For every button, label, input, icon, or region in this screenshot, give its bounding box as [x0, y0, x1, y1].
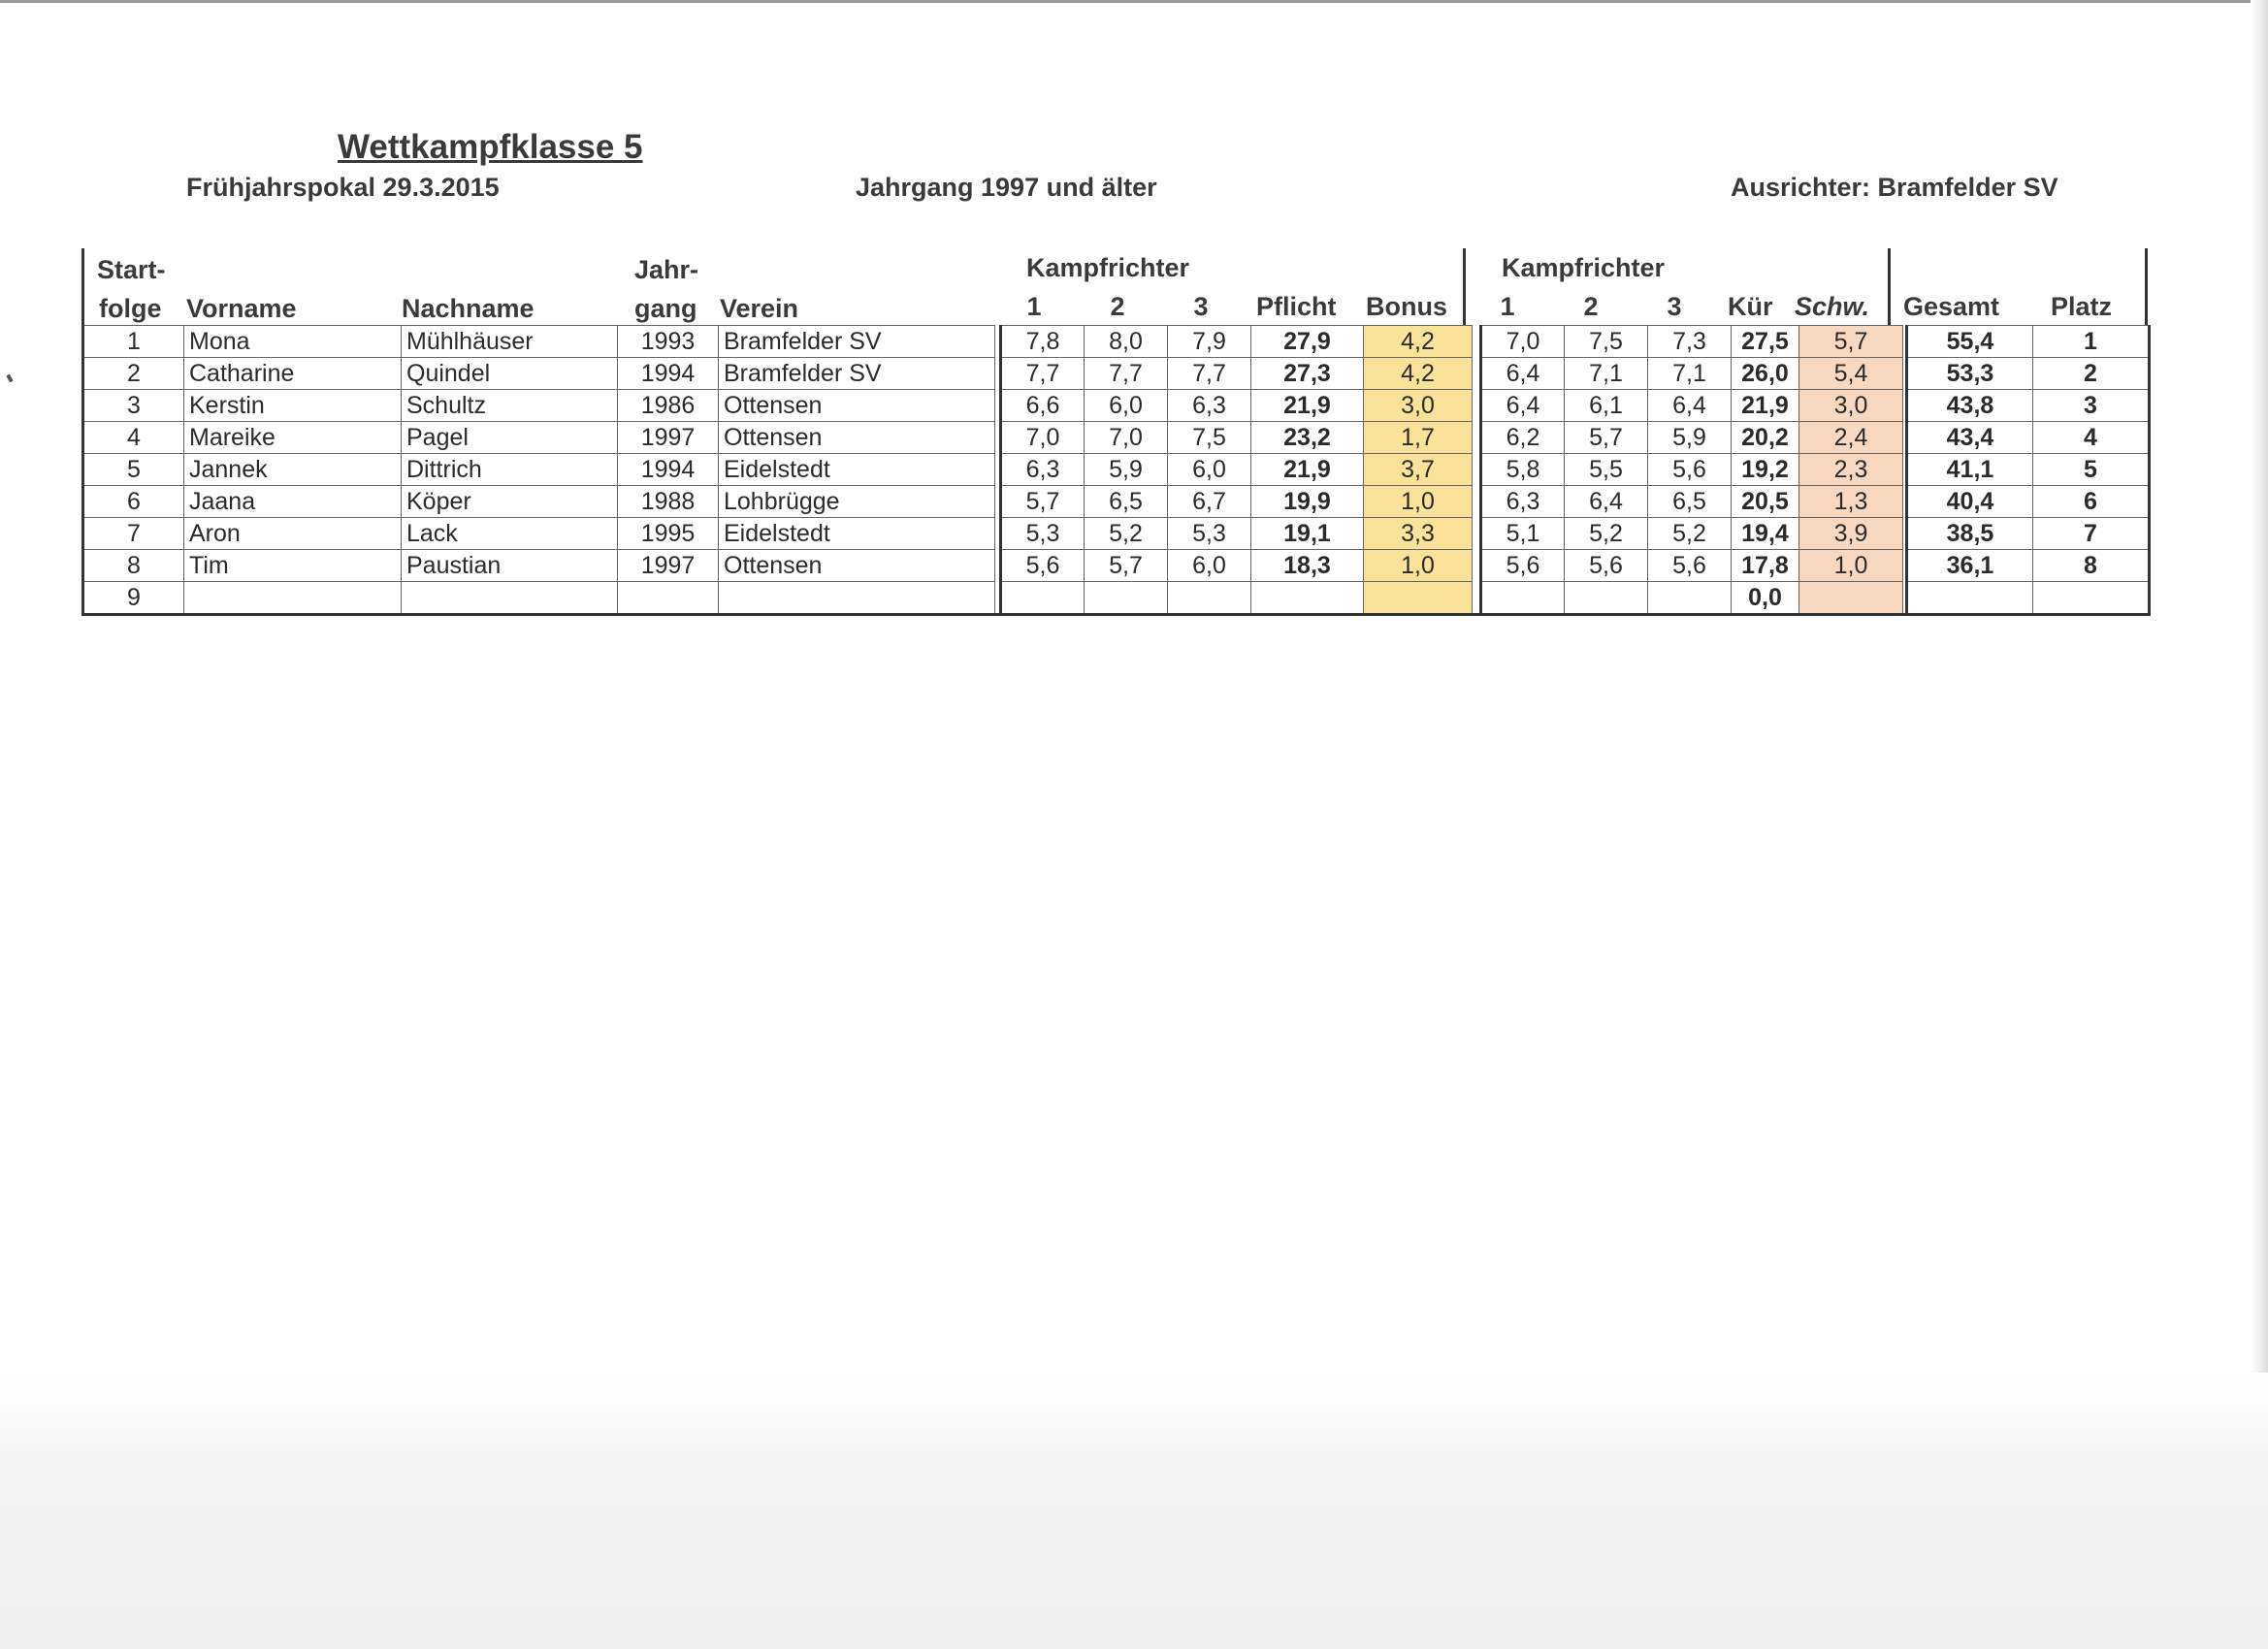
cell-kuer-judge-3: 5,9 [1648, 422, 1732, 454]
header-divider-2 [1888, 248, 1891, 326]
cell-gap [1473, 454, 1481, 486]
cell-kuer-judge-3: 5,6 [1648, 454, 1732, 486]
cell-nachname: Mühlhäuser [402, 326, 618, 358]
cell-kuer: 27,5 [1732, 326, 1799, 358]
cell-bonus [1364, 582, 1473, 615]
cell-verein: Ottensen [719, 550, 995, 582]
cell-kuer-judge-2 [1565, 582, 1648, 615]
header-gesamt: Gesamt [1903, 292, 2000, 321]
header-judge-1: 1 [1026, 292, 1042, 321]
cell-bonus: 4,2 [1364, 326, 1473, 358]
cell-gesamt: 41,1 [1907, 454, 2033, 486]
cell-schwierigkeit: 2,3 [1799, 454, 1903, 486]
cell-pflicht [1251, 582, 1364, 615]
header-kampfrichter-kuer: Kampfrichter [1502, 253, 1666, 282]
cell-schwierigkeit: 3,0 [1799, 390, 1903, 422]
cell-kuer-judge-1: 5,8 [1481, 454, 1565, 486]
cell-kuer-judge-2: 5,5 [1565, 454, 1648, 486]
cell-kuer: 0,0 [1732, 582, 1799, 615]
cell-jahrgang: 1994 [618, 454, 719, 486]
cell-gap [1473, 326, 1481, 358]
cell-kuer-judge-3: 6,5 [1648, 486, 1732, 518]
cell-kuer-judge-3 [1648, 582, 1732, 615]
cell-nachname: Schultz [402, 390, 618, 422]
cell-nachname: Quindel [402, 358, 618, 390]
cell-pflicht-judge-3: 7,7 [1168, 358, 1251, 390]
cell-pflicht-judge-1: 5,6 [1001, 550, 1085, 582]
cell-jahrgang: 1988 [618, 486, 719, 518]
cell-pflicht-judge-1: 7,8 [1001, 326, 1085, 358]
organizer: Ausrichter: Bramfelder SV [1731, 173, 2058, 202]
cell-bonus: 1,0 [1364, 550, 1473, 582]
cell-gesamt [1907, 582, 2033, 615]
header-platz: Platz [2051, 292, 2113, 321]
cell-nachname: Dittrich [402, 454, 618, 486]
cell-kuer: 20,5 [1732, 486, 1799, 518]
table-row [83, 454, 2150, 486]
cell-pflicht-judge-3: 7,9 [1168, 326, 1251, 358]
cell-jahrgang: 1986 [618, 390, 719, 422]
cell-bonus: 3,7 [1364, 454, 1473, 486]
cell-startfolge: 9 [83, 582, 184, 615]
cell-pflicht: 21,9 [1251, 390, 1364, 422]
cell-schwierigkeit: 5,7 [1799, 326, 1903, 358]
cell-pflicht: 27,3 [1251, 358, 1364, 390]
cell-pflicht-judge-3: 6,3 [1168, 390, 1251, 422]
cell-vorname: Jannek [184, 454, 402, 486]
header-startfolge-bottom: folge [99, 294, 162, 323]
cell-gesamt: 53,3 [1907, 358, 2033, 390]
cell-kuer-judge-1: 6,3 [1481, 486, 1565, 518]
header-jahrgang-top: Jahr- [634, 255, 699, 284]
cell-gap [1473, 358, 1481, 390]
cell-pflicht: 18,3 [1251, 550, 1364, 582]
cell-kuer-judge-3: 7,1 [1648, 358, 1732, 390]
cell-nachname: Köper [402, 486, 618, 518]
cell-pflicht-judge-3: 6,0 [1168, 454, 1251, 486]
header-vorname: Vorname [186, 294, 297, 323]
cell-vorname [184, 582, 402, 615]
cell-gap [1473, 422, 1481, 454]
header-bonus: Bonus [1366, 292, 1447, 321]
cell-platz: 4 [2033, 422, 2150, 454]
cell-kuer-judge-1: 7,0 [1481, 326, 1565, 358]
cell-jahrgang: 1994 [618, 358, 719, 390]
cell-jahrgang: 1993 [618, 326, 719, 358]
cell-pflicht: 23,2 [1251, 422, 1364, 454]
header-schwierigkeit: Schw. [1795, 292, 1870, 321]
cell-gesamt: 38,5 [1907, 518, 2033, 550]
cell-gap [1473, 582, 1481, 615]
cell-verein: Bramfelder SV [719, 358, 995, 390]
cell-kuer-judge-3: 6,4 [1648, 390, 1732, 422]
header-kuer-judge-3: 3 [1667, 292, 1682, 321]
cell-nachname: Pagel [402, 422, 618, 454]
cell-vorname: Aron [184, 518, 402, 550]
year-group: Jahrgang 1997 und älter [856, 173, 1157, 202]
header-kampfrichter-pflicht: Kampfrichter [1026, 253, 1190, 282]
scan-bottom-shadow [0, 1373, 2268, 1649]
cell-pflicht-judge-3 [1168, 582, 1251, 615]
cell-startfolge: 7 [83, 518, 184, 550]
cell-bonus: 1,0 [1364, 486, 1473, 518]
cell-platz: 6 [2033, 486, 2150, 518]
cell-platz: 8 [2033, 550, 2150, 582]
cell-startfolge: 4 [83, 422, 184, 454]
cell-vorname: Mona [184, 326, 402, 358]
cell-startfolge: 3 [83, 390, 184, 422]
header-kuer-judge-2: 2 [1583, 292, 1599, 321]
event-name: Frühjahrspokal 29.3.2015 [186, 173, 500, 202]
cell-pflicht: 27,9 [1251, 326, 1364, 358]
header-verein: Verein [720, 294, 799, 323]
cell-schwierigkeit: 2,4 [1799, 422, 1903, 454]
cell-kuer-judge-1: 5,1 [1481, 518, 1565, 550]
cell-platz: 5 [2033, 454, 2150, 486]
header-startfolge-top: Start- [97, 255, 166, 284]
cell-pflicht-judge-2 [1085, 582, 1168, 615]
cell-kuer: 19,4 [1732, 518, 1799, 550]
cell-pflicht-judge-2: 5,7 [1085, 550, 1168, 582]
cell-pflicht-judge-1: 7,7 [1001, 358, 1085, 390]
results-rows [83, 326, 2150, 615]
cell-pflicht-judge-2: 6,5 [1085, 486, 1168, 518]
cell-gap [1473, 550, 1481, 582]
header-pflicht: Pflicht [1256, 292, 1337, 321]
header-right-border [2145, 248, 2148, 326]
cell-kuer-judge-2: 7,5 [1565, 326, 1648, 358]
cell-jahrgang: 1997 [618, 550, 719, 582]
table-row [83, 486, 2150, 518]
cell-kuer-judge-2: 7,1 [1565, 358, 1648, 390]
cell-gap [1473, 390, 1481, 422]
cell-startfolge: 2 [83, 358, 184, 390]
cell-jahrgang [618, 582, 719, 615]
cell-verein: Eidelstedt [719, 454, 995, 486]
cell-kuer-judge-2: 6,4 [1565, 486, 1648, 518]
cell-verein: Lohbrügge [719, 486, 995, 518]
cell-pflicht-judge-1: 6,6 [1001, 390, 1085, 422]
cell-kuer-judge-3: 5,6 [1648, 550, 1732, 582]
scan-speck [6, 374, 13, 383]
cell-kuer-judge-2: 5,2 [1565, 518, 1648, 550]
cell-vorname: Mareike [184, 422, 402, 454]
cell-pflicht-judge-2: 6,0 [1085, 390, 1168, 422]
cell-gap [1473, 486, 1481, 518]
header-judge-3: 3 [1193, 292, 1209, 321]
cell-gesamt: 43,4 [1907, 422, 2033, 454]
table-row [83, 550, 2150, 582]
cell-kuer-judge-1: 6,4 [1481, 358, 1565, 390]
cell-kuer-judge-3: 5,2 [1648, 518, 1732, 550]
header-jahrgang-bottom: gang [634, 294, 697, 323]
cell-kuer-judge-2: 5,7 [1565, 422, 1648, 454]
cell-jahrgang: 1995 [618, 518, 719, 550]
cell-kuer-judge-1 [1481, 582, 1565, 615]
cell-nachname: Lack [402, 518, 618, 550]
cell-schwierigkeit: 1,3 [1799, 486, 1903, 518]
cell-pflicht-judge-2: 7,7 [1085, 358, 1168, 390]
cell-startfolge: 5 [83, 454, 184, 486]
cell-kuer: 17,8 [1732, 550, 1799, 582]
cell-gesamt: 43,8 [1907, 390, 2033, 422]
header-nachname: Nachname [402, 294, 535, 323]
cell-kuer: 26,0 [1732, 358, 1799, 390]
cell-startfolge: 1 [83, 326, 184, 358]
cell-pflicht-judge-3: 6,0 [1168, 550, 1251, 582]
cell-verein: Eidelstedt [719, 518, 995, 550]
results-grid [81, 325, 2151, 616]
scan-top-edge [0, 0, 2268, 3]
cell-pflicht-judge-2: 5,9 [1085, 454, 1168, 486]
cell-pflicht-judge-1: 5,3 [1001, 518, 1085, 550]
document-title: Wettkampfklasse 5 [338, 128, 643, 166]
cell-platz: 1 [2033, 326, 2150, 358]
cell-platz: 2 [2033, 358, 2150, 390]
cell-gesamt: 36,1 [1907, 550, 2033, 582]
cell-kuer: 19,2 [1732, 454, 1799, 486]
cell-pflicht: 19,9 [1251, 486, 1364, 518]
cell-vorname: Catharine [184, 358, 402, 390]
cell-pflicht-judge-1 [1001, 582, 1085, 615]
table-row [83, 518, 2150, 550]
cell-gesamt: 40,4 [1907, 486, 2033, 518]
cell-schwierigkeit: 5,4 [1799, 358, 1903, 390]
cell-pflicht-judge-1: 6,3 [1001, 454, 1085, 486]
cell-nachname [402, 582, 618, 615]
header-judge-2: 2 [1110, 292, 1125, 321]
cell-kuer: 20,2 [1732, 422, 1799, 454]
cell-nachname: Paustian [402, 550, 618, 582]
header-left-border [81, 248, 84, 326]
table-row [83, 582, 2150, 615]
cell-vorname: Jaana [184, 486, 402, 518]
cell-pflicht-judge-1: 7,0 [1001, 422, 1085, 454]
cell-startfolge: 6 [83, 486, 184, 518]
cell-gap [1473, 518, 1481, 550]
cell-pflicht-judge-1: 5,7 [1001, 486, 1085, 518]
cell-kuer: 21,9 [1732, 390, 1799, 422]
cell-schwierigkeit [1799, 582, 1903, 615]
table-row [83, 422, 2150, 454]
cell-pflicht-judge-2: 5,2 [1085, 518, 1168, 550]
table-row [83, 390, 2150, 422]
table-row [83, 326, 2150, 358]
cell-pflicht: 19,1 [1251, 518, 1364, 550]
cell-startfolge: 8 [83, 550, 184, 582]
cell-vorname: Tim [184, 550, 402, 582]
cell-verein [719, 582, 995, 615]
cell-kuer-judge-1: 5,6 [1481, 550, 1565, 582]
cell-platz: 3 [2033, 390, 2150, 422]
cell-verein: Ottensen [719, 422, 995, 454]
cell-pflicht-judge-3: 6,7 [1168, 486, 1251, 518]
cell-pflicht-judge-3: 7,5 [1168, 422, 1251, 454]
cell-vorname: Kerstin [184, 390, 402, 422]
cell-bonus: 4,2 [1364, 358, 1473, 390]
cell-platz [2033, 582, 2150, 615]
cell-gesamt: 55,4 [1907, 326, 2033, 358]
cell-kuer-judge-2: 5,6 [1565, 550, 1648, 582]
cell-pflicht-judge-2: 7,0 [1085, 422, 1168, 454]
cell-pflicht-judge-2: 8,0 [1085, 326, 1168, 358]
cell-platz: 7 [2033, 518, 2150, 550]
table-row [83, 358, 2150, 390]
cell-schwierigkeit: 1,0 [1799, 550, 1903, 582]
cell-verein: Bramfelder SV [719, 326, 995, 358]
results-table [81, 325, 2148, 626]
cell-kuer-judge-2: 6,1 [1565, 390, 1648, 422]
cell-bonus: 1,7 [1364, 422, 1473, 454]
cell-schwierigkeit: 3,9 [1799, 518, 1903, 550]
cell-jahrgang: 1997 [618, 422, 719, 454]
cell-pflicht-judge-3: 5,3 [1168, 518, 1251, 550]
cell-bonus: 3,3 [1364, 518, 1473, 550]
cell-verein: Ottensen [719, 390, 995, 422]
header-kuer-judge-1: 1 [1500, 292, 1515, 321]
cell-kuer-judge-1: 6,4 [1481, 390, 1565, 422]
cell-kuer-judge-1: 6,2 [1481, 422, 1565, 454]
cell-bonus: 3,0 [1364, 390, 1473, 422]
header-kuer: Kür [1728, 292, 1773, 321]
cell-pflicht: 21,9 [1251, 454, 1364, 486]
cell-kuer-judge-3: 7,3 [1648, 326, 1732, 358]
